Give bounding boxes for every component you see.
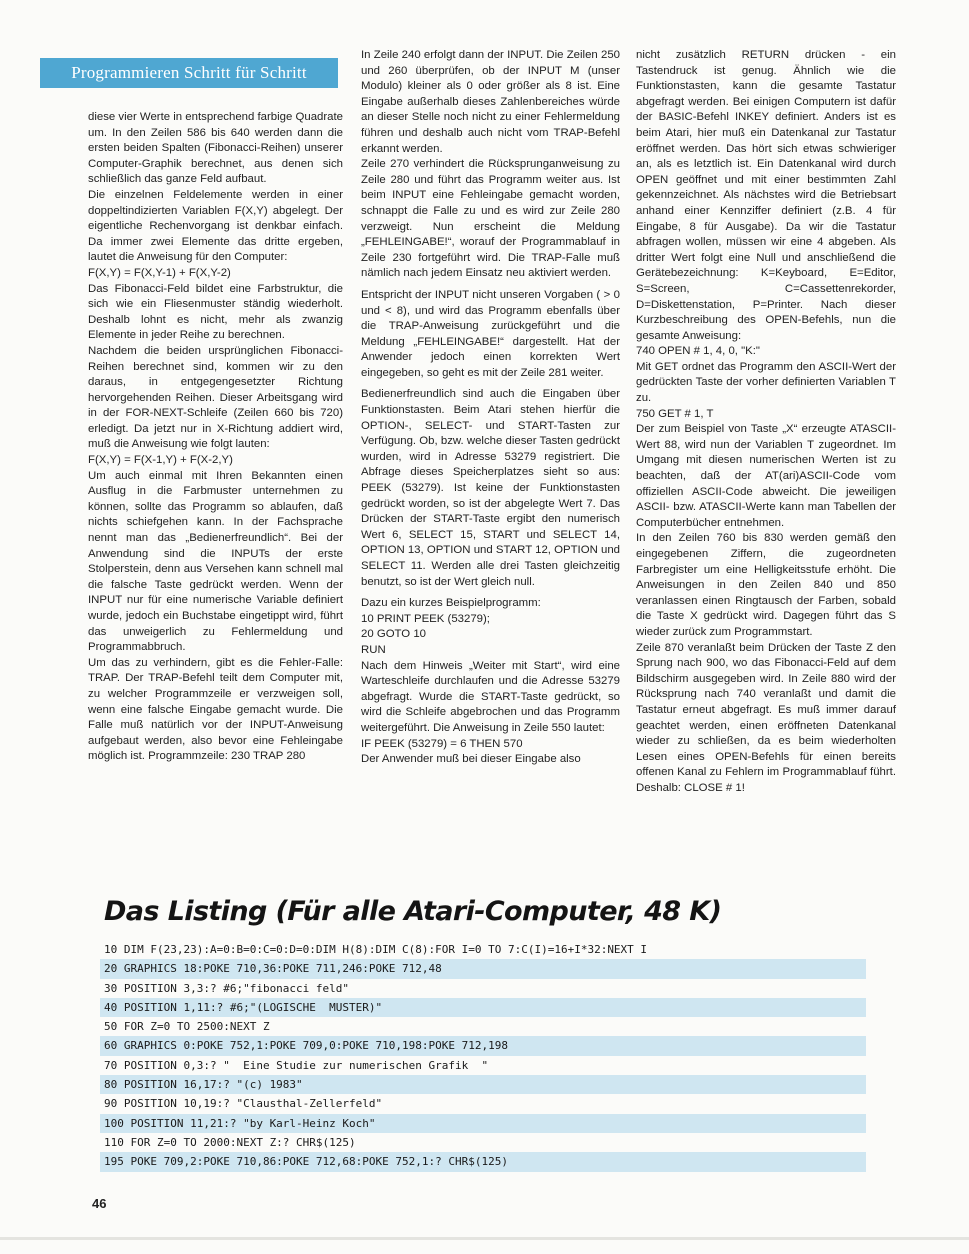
paragraph: Zeile 870 veranlaßt beim Drücken der Taste Z den Sprung nach 900, wo das Fibonacci-Feld auf dem Bildschirm ausgegeben wird. In Zeile 880 wird der Rücksprung nach 740 veranlaßt und damit die Tastatur erneut abgefragt. Es muß immer darauf geachtet werden, einen eröffneten Datenkanal wieder zu schließen, da es beim wiederholten Lesen eines OPEN-Befehls für einen bereits offenen Kanal zu Fehlern im Programmablauf führt. Deshalb: CLOSE # 1! — [636, 641, 896, 794]
listing-line: 20 GRAPHICS 18:POKE 710,36:POKE 711,246:POKE 712,48 — [100, 959, 866, 978]
listing-line: 70 POSITION 0,3:? " Eine Studie zur numerischen Grafik " — [104, 1058, 489, 1072]
paragraph: Entspricht der INPUT nicht unseren Vorgaben ( > 0 und < 8), und wird das Programm ebenfalls über die TRAP-Anweisung zurückgeführt und die Meldung „FEHLEINGABE!“ dargestellt. Hat der Anwender jedoch einen korrekten Wert eingegeben, so geht es mit der Zeile 281 weiter. — [361, 288, 620, 379]
listing-line: 50 FOR Z=0 TO 2500:NEXT Z — [104, 1020, 270, 1034]
listing-line: 60 GRAPHICS 0:POKE 752,1:POKE 709,0:POKE 710,198:POKE 712,198 — [100, 1036, 866, 1055]
paragraph: Dazu ein kurzes Beispielprogramm: — [361, 597, 541, 610]
listing-heading: Das Listing (Für alle Atari-Computer, 48 K) — [104, 896, 722, 927]
listing-line: 40 POSITION 1,11:? #6;"(LOGISCHE MUSTER)" — [100, 998, 866, 1017]
paragraph: Nachdem die beiden ursprünglichen Fibonacci-Reihen berechnet sind, kommen wir zu den daraus, in entgegengesetzter Richtung hervorgehenden Reihen. Dieser Arbeitsgang wird in der FOR-NEXT-Schleife (Zeilen 660 bis 720) erledigt. Da jetzt nur in X-Richtung addiert wird, muß die Anweisung wie folgt lauten: — [88, 344, 343, 451]
listing-line: 110 FOR Z=0 TO 2000:NEXT Z:? CHR$(125) — [104, 1135, 356, 1149]
paragraph: Um auch einmal mit Ihren Bekannten einen Ausflug in die Farbmuster unternehmen zu können, sollte das Programm so ablaufen, daß nichts schiefgehen kann. In der Fachsprache nennt man das „Bedienerfreundlich“. Bei der Anwendung sind die INPUTs der erste Stolperstein, denn aus Versehen kann schnell mal die falsche Taste gedrückt werden. Wenn der INPUT nur für eine numerische Variable definiert wurde, jedoch ein Buchstabe eingetippt wird, führt das unweigerlich zu Fehlermeldung und Programmabbruch. — [88, 469, 343, 654]
paragraph: Der zum Beispiel von Taste „X“ erzeugte ATASCII-Wert 88, wird nun der Variablen T zugeordnet. Im Umgang mit diesen numerischen Werten ist zu beachten, daß der AT(ari)ASCII-Code vom offiziellen ASCII-Code abweicht. Die jeweiligen ASCII- bzw. ATASCII-Werte kann man Tabellen der Computerbücher entnehmen. — [636, 423, 896, 529]
code-line: 740 OPEN # 1, 4, 0, "K:" — [636, 345, 760, 358]
paragraph: Das Fibonacci-Feld bildet eine Farbstruktur, die sich wie ein Fliesenmuster ständig wiederholt. Deshalb lohnt es nicht, mehr als zwanzig Elemente in jeder Reihe zu berechnen. — [88, 282, 343, 342]
paragraph: In Zeile 240 erfolgt dann der INPUT. Die Zeilen 250 und 260 überprüfen, ob der INPUT M (unser Modulo) kleiner als 0 oder größer als 8 ist. Eine Eingabe außerhalb dieses Zahlenbereiches würde an dieser Stelle noch nicht zu einer Fehlermeldung führen und deshalb auch nicht vom TRAP-Befehl erkannt werden. — [361, 49, 620, 155]
paragraph: In den Zeilen 760 bis 830 werden gemäß den eingegebenen Ziffern, die zugeordneten Farbregister um eine Helligkeitsstufe erhöht. Die Anweisungen in den Zeilen 840 und 850 veranlassen einen Ringtausch der Farben, sobald die Taste X gedrückt wird. Dagegen führt das S wieder zurück zum Programmstart. — [636, 532, 896, 638]
code-line: 750 GET # 1, T — [636, 407, 714, 420]
paragraph: nicht zusätzlich RETURN drücken - ein Tastendruck ist genug. Ähnlich wie die Funktionstasten, kann die gesamte Tastatur abgefragt werden. Bei einigen Computern ist dafür der BASIC-Befehl INKEY definiert. Anders ist es beim Atari, hier muß ein Datenkanal zur Tastatur eröffnet werden. Das hört sich etwas schwieriger an, als es letztlich ist. Ein Datenkanal wird durch OPEN geöffnet und mit einer bestimmten Zahl gekennzeichnet. Als nächstes wird die Betriebsart anhand einer Kennziffer definiert (z.B. 4 für Eingabe, 8 für Ausgabe). Da wir die Tastatur abfragen wollen, müssen wir eine 4 abgeben. Als dritter Wert folgt eine Null und anschließend die Gerätebezeichnung: K=Keyboard, E=Editor, S=Screen, C=Cassettenrekorder, D=Diskettenstation, P=Printer. Nach dieser Kurzbeschreibung des OPEN-Befehls, nun die gesamte Anweisung: — [636, 49, 896, 342]
text-column-3 — [636, 48, 896, 797]
paragraph: Nach dem Hinweis „Weiter mit Start“, wird eine Warteschleife durchlaufen und die Adresse 53279 abgefragt. Wurde die START-Taste gedrückt, so wird die Schleife abgebrochen und das Programm weitergeführt. Die Anweisung in Zeile 550 lautet: — [361, 659, 620, 734]
paragraph: Bedienerfreundlich sind auch die Eingaben über Funktionstasten. Beim Atari stehen hierfür die OPTION-, SELECT- und START-Tasten zur Verfügung. Ob, bzw. welche dieser Tasten gedrückt wurden, wird in Adresse 53279 registriert. Die Abfrage dieses Speicherplatzes sieht so aus: PEEK (53279). Ist keine der Funktionstasten gedrückt worden, so ist der abgelegte Wert 7. Das Drücken der START-Taste ergibt den numerisch Wert 6, SELECT 15, START und SELECT 14, OPTION 13, OPTION und START 12, OPTION und SELECT 11. Werden alle drei Tasten gleichzeitig benutzt, so ist der Wert gleich null. — [361, 388, 620, 588]
paragraph: Zeile 270 verhindert die Rücksprunganweisung zu Zeile 280 und führt das Programm weiter aus. Ist beim INPUT eine Fehleingabe gemacht worden, schnappt die Falle zu und es wird zur Zeile 280 verzweigt. Nun erscheint die Meldung „FEHLEINGABE!“, worauf der Programmablauf in Zeile 230 fortgeführt wird. Die TRAP-Falle muß nämlich nach jedem Einsatz neu aktiviert werden. — [361, 158, 620, 280]
paragraph: Die einzelnen Feldelemente werden in einer doppeltindizierten Variablen F(X,Y) abgelegt. Der eigentliche Rechenvorgang ist denkbar einfach. Da immer zwei Elemente das dritte ergeben, lautet die Anweisung für den Computer: — [88, 188, 343, 264]
code-line: RUN — [361, 643, 386, 656]
paragraph: diese vier Werte in entsprechend farbige Quadrate um. In den Zeilen 586 bis 640 werden dann die ersten beiden Spalten (Fibonacci-Reihen) unserer Computer-Graphik berechnet, aus denen sich schließlich das ganze Feld aufbaut. — [88, 111, 343, 186]
program-listing — [100, 940, 866, 1172]
code-line: 20 GOTO 10 — [361, 628, 427, 641]
paragraph: Der Anwender muß bei dieser Eingabe also — [361, 753, 581, 766]
code-line: IF PEEK (53279) = 6 THEN 570 — [361, 737, 523, 750]
page-number: 46 — [92, 1196, 107, 1211]
listing-line: 90 POSITION 10,19:? "Clausthal-Zellerfeld" — [104, 1097, 383, 1111]
paragraph: Um das zu verhindern, gibt es die Fehler-Falle: TRAP. Der TRAP-Befehl teilt dem Computer mit, zu welcher Programmzeile er verzweigen soll, wenn eine falsche Eingabe gemacht wurde. Die Falle muß natürlich vor der INPUT-Anweisung aufgebaut werden, also bevor eine Fehleingabe möglich ist. Programmzeile: 230 TRAP 280 — [88, 656, 343, 763]
listing-line: 100 POSITION 11,21:? "by Karl-Heinz Koch" — [100, 1114, 866, 1133]
page-edge-divider — [0, 1237, 969, 1240]
code-line: F(X,Y) = F(X,Y-1) + F(X,Y-2) — [88, 266, 231, 279]
listing-line: 10 DIM F(23,23):A=0:B=0:C=0:D=0:DIM H(8):DIM C(8):FOR I=0 TO 7:C(I)=16+I*32:NEXT I — [104, 943, 648, 956]
section-title: Programmieren Schritt für Schritt — [40, 58, 338, 88]
listing-line: 195 POKE 709,2:POKE 710,86:POKE 712,68:POKE 752,1:? CHR$(125) — [100, 1152, 866, 1171]
listing-line: 30 POSITION 3,3:? #6;"fibonacci feld" — [104, 981, 350, 995]
code-line: 10 PRINT PEEK (53279); — [361, 612, 490, 625]
code-line: F(X,Y) = F(X-1,Y) + F(X-2,Y) — [88, 454, 233, 467]
text-column-1 — [88, 110, 343, 765]
paragraph: Mit GET ordnet das Programm den ASCII-Wert der gedrückten Taste der vorher definierten Variablen T zu. — [636, 360, 896, 405]
listing-line: 80 POSITION 16,17:? "(c) 1983" — [100, 1075, 866, 1094]
text-column-2 — [361, 48, 620, 768]
